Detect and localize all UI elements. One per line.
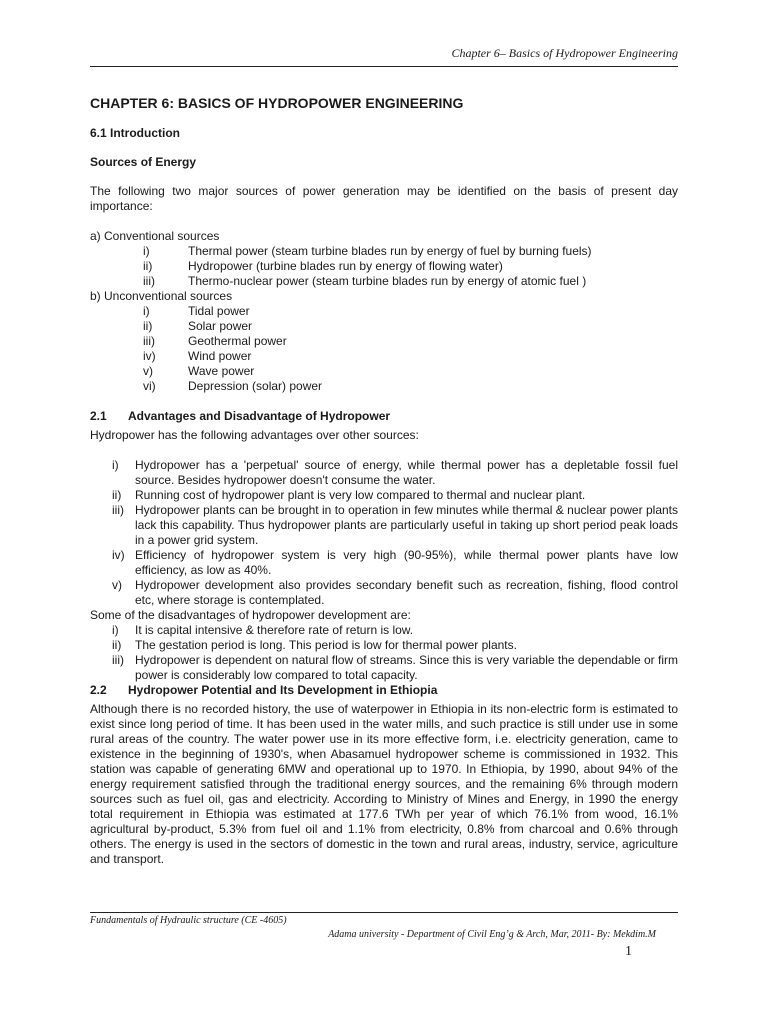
footer-rule — [90, 912, 678, 913]
disadvantages-list — [90, 623, 678, 683]
list-item — [90, 319, 678, 334]
header-rule — [90, 66, 678, 67]
list-item — [90, 503, 678, 548]
item-number: i) — [143, 304, 150, 318]
item-text: Tidal power — [188, 304, 250, 318]
item-number: ii) — [112, 638, 122, 652]
page-content — [90, 96, 678, 867]
item-text: Geothermal power — [188, 334, 287, 348]
item-number: iii) — [143, 274, 155, 288]
list-item — [90, 334, 678, 349]
item-number: vi) — [143, 379, 156, 393]
list-item — [90, 349, 678, 364]
item-text: Hydropower is dependent on natural flow of streams. Since this is very variable the dependable or firm power is considerably low compared to total capacity. — [135, 653, 678, 682]
item-text: Hydropower development also provides secondary benefit such as recreation, fishing, flood control etc, where storage is contemplated. — [135, 578, 678, 607]
item-text: Efficiency of hydropower system is very high (90-95%), while thermal power plants have low efficiency, as low as 40%. — [135, 548, 678, 577]
item-text: Thermo-nuclear power (steam turbine blades run by energy of atomic fuel ) — [188, 274, 587, 288]
item-text: Solar power — [188, 319, 253, 333]
item-number: i) — [112, 458, 119, 472]
ethiopia-paragraph: Although there is no recorded history, the use of waterpower in Ethiopia in its non-electric form is estimated to exist since long period of time. It has been used in the water mills, and such practice is still under use in some rural areas of the country. The water power use in its more effective form, i.e. electricity generation, came to existence in the beginning of 1930's, when Abasamuel hydropower scheme is commissioned in 1932. This station was capable of generating 6MW and operational up to 1970. In Ethiopia, by 1990, about 94% of the energy requirement satisfied through the traditional energy sources, and the remaining 6% through modern sources such as fuel oil, gas and electricity. According to Ministry of Mines and Energy, in 1990 the energy total requirement in Ethiopia was estimated at 177.6 TWh per year of which 76.1% from wood, 16.1% agricultural by-product, 5.3% from fuel oil and 1.1% from electricity, 0.8% from charcoal and 0.6% through others. The energy is used in the sectors of domestic in the town and rural areas, industry, service, agriculture and transport. — [90, 702, 678, 866]
page-number: 1 — [625, 944, 632, 959]
item-number: iii) — [143, 334, 155, 348]
conventional-sources — [90, 229, 678, 289]
item-number: ii) — [143, 319, 153, 333]
item-text: Wind power — [188, 349, 252, 363]
group-label: a) Conventional sources — [90, 229, 220, 243]
item-number: iv) — [143, 349, 156, 363]
list-item — [90, 379, 678, 394]
intro-heading: 6.1 Introduction — [90, 126, 180, 140]
item-number: v) — [112, 578, 122, 592]
list-item — [90, 364, 678, 379]
item-number: ii) — [112, 488, 122, 502]
footer-institution: Adama university - Department of Civil Eng’g & Arch, Mar, 2011- By: Mekdim.M — [328, 929, 656, 940]
list-item — [90, 548, 678, 578]
running-header: Chapter 6– Basics of Hydropower Engineering — [451, 46, 678, 60]
section-2-2-heading — [90, 683, 678, 698]
list-item — [90, 578, 678, 608]
item-text: Running cost of hydropower plant is very low compared to thermal and nuclear plant. — [135, 488, 586, 502]
advantages-list — [90, 458, 678, 608]
item-text: Hydropower plants can be brought in to operation in few minutes while thermal & nuclear power plants lack this capability. Thus hydropower plants are particularly useful in taking up short period peak loads in a power grid system. — [135, 503, 678, 547]
list-item — [90, 274, 678, 289]
list-item — [90, 259, 678, 274]
item-text: Wave power — [188, 364, 255, 378]
section-title: Hydropower Potential and Its Development in Ethiopia — [128, 683, 438, 697]
unconventional-sources — [90, 289, 678, 394]
list-item — [90, 244, 678, 259]
intro-paragraph: The following two major sources of power generation may be identified on the basis of present day importance: — [90, 184, 678, 213]
item-text: It is capital intensive & therefore rate of return is low. — [135, 623, 414, 637]
sources-list — [90, 229, 678, 394]
disadvantages-lead: Some of the disadvantages of hydropower development are: — [90, 608, 411, 622]
chapter-title: CHAPTER 6: BASICS OF HYDROPOWER ENGINEERING — [90, 95, 464, 111]
item-text: Thermal power (steam turbine blades run by energy of fuel by burning fuels) — [188, 244, 592, 258]
list-item — [90, 458, 678, 488]
section-number: 2.2 — [90, 683, 107, 697]
sources-heading: Sources of Energy — [90, 155, 197, 169]
item-number: i) — [112, 623, 119, 637]
item-number: iii) — [112, 653, 124, 667]
item-text: Hydropower has a 'perpetual' source of energy, while thermal power has a depletable fossil fuel source. Besides hydropower doesn't consume the water. — [135, 458, 678, 487]
item-number: iv) — [112, 548, 125, 562]
section-title: Advantages and Disadvantage of Hydropower — [128, 409, 391, 423]
list-item — [90, 304, 678, 319]
list-item — [90, 488, 678, 503]
item-number: iii) — [112, 503, 124, 517]
group-label: b) Unconventional sources — [90, 289, 233, 303]
list-item — [90, 623, 678, 638]
item-text: The gestation period is long. This period is low for thermal power plants. — [135, 638, 517, 652]
advantages-lead: Hydropower has the following advantages over other sources: — [90, 428, 419, 442]
item-text: Depression (solar) power — [188, 379, 323, 393]
item-number: v) — [143, 364, 153, 378]
section-number: 2.1 — [90, 409, 107, 423]
list-item — [90, 638, 678, 653]
item-number: i) — [143, 244, 150, 258]
footer-course: Fundamentals of Hydraulic structure (CE -4605) — [90, 915, 287, 926]
section-2-1-heading — [90, 409, 678, 424]
item-number: ii) — [143, 259, 153, 273]
list-item — [90, 653, 678, 683]
item-text: Hydropower (turbine blades run by energy of flowing water) — [188, 259, 503, 273]
